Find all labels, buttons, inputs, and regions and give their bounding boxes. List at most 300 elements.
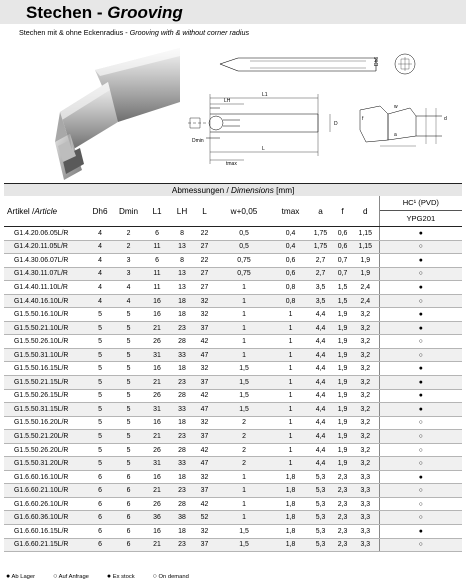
- page-subtitle: [19, 28, 249, 37]
- dimension-cell: 1: [215, 484, 273, 498]
- availability-icon: ○: [379, 484, 462, 498]
- dim-label-lh: LH: [224, 98, 231, 104]
- dimension-cell: 2: [215, 457, 273, 471]
- dimension-cell: 6: [144, 254, 170, 268]
- dimension-cell: 1: [215, 511, 273, 525]
- dimension-cell: 4: [87, 294, 113, 308]
- dimension-cell: 1: [273, 308, 308, 322]
- availability-icon: ○: [379, 457, 462, 471]
- dimension-cell: 18: [170, 294, 194, 308]
- dimension-cell: 3,3: [352, 497, 379, 511]
- availability-icon: ●: [379, 227, 462, 241]
- dimension-cell: 1,75: [308, 240, 333, 254]
- dimension-cell: 2,4: [352, 281, 379, 295]
- dimension-cell: 2,3: [333, 497, 352, 511]
- dimension-cell: 5: [87, 362, 113, 376]
- dimension-cell: 1: [215, 321, 273, 335]
- dimension-cell: 3,5: [308, 294, 333, 308]
- dimension-cell: 5,3: [308, 525, 333, 539]
- column-header: L: [194, 196, 215, 227]
- dimension-cell: 4: [87, 254, 113, 268]
- dimension-cell: 4,4: [308, 430, 333, 444]
- dimension-cell: 18: [170, 362, 194, 376]
- dimension-cell: 4,4: [308, 376, 333, 390]
- dimension-cell: 5: [113, 376, 144, 390]
- dimension-cell: 1,9: [352, 254, 379, 268]
- dimension-cell: 11: [144, 281, 170, 295]
- legend: [0, 568, 466, 585]
- dimension-cell: 16: [144, 525, 170, 539]
- dimension-cell: 1: [215, 348, 273, 362]
- table-row: [4, 348, 462, 362]
- dimension-cell: 52: [194, 511, 215, 525]
- dimension-cell: 1,8: [273, 525, 308, 539]
- dimension-cell: 42: [194, 497, 215, 511]
- dimension-cell: 0,7: [333, 254, 352, 268]
- table-column-headers: [4, 196, 462, 227]
- dimension-cell: 6: [113, 538, 144, 552]
- availability-icon: ○: [379, 443, 462, 457]
- article-number-cell: G1.5.50.31.15L/R: [4, 403, 87, 417]
- dimension-cell: 3,2: [352, 335, 379, 349]
- technical-drawing: [180, 42, 466, 182]
- dimension-cell: 0,6: [333, 240, 352, 254]
- dimension-cell: 28: [170, 335, 194, 349]
- dim-label-f: f: [362, 116, 364, 122]
- dimension-cell: 1,9: [333, 403, 352, 417]
- dimension-cell: 4: [87, 240, 113, 254]
- availability-icon: ○: [379, 497, 462, 511]
- dimension-cell: 18: [170, 525, 194, 539]
- dimension-cell: 4: [113, 294, 144, 308]
- legend-label: Ex stock: [112, 574, 135, 580]
- dimension-cell: 13: [170, 267, 194, 281]
- dimension-cell: 5: [113, 416, 144, 430]
- dimension-cell: 5: [113, 430, 144, 444]
- dimension-cell: 5: [113, 335, 144, 349]
- availability-icon: ○: [379, 294, 462, 308]
- dimension-cell: 1,5: [333, 281, 352, 295]
- dimension-cell: 1,9: [333, 335, 352, 349]
- dimension-cell: 13: [170, 281, 194, 295]
- table-row: [4, 294, 462, 308]
- dimension-cell: 0,75: [215, 254, 273, 268]
- column-header: Dh6: [87, 196, 113, 227]
- dimension-cell: 8: [170, 227, 194, 241]
- dimension-cell: 1,5: [215, 389, 273, 403]
- dimension-cell: 1,5: [215, 538, 273, 552]
- article-number-cell: G1.4.40.11.10L/R: [4, 281, 87, 295]
- column-header-article: [4, 196, 87, 227]
- column-header: a: [308, 196, 333, 227]
- dimension-cell: 2: [113, 240, 144, 254]
- availability-icon: ●: [379, 321, 462, 335]
- dimension-cell: 42: [194, 443, 215, 457]
- dimension-cell: 1,9: [352, 267, 379, 281]
- dimension-cell: 1: [215, 470, 273, 484]
- table-row: [4, 281, 462, 295]
- dimension-cell: 1,8: [273, 470, 308, 484]
- article-number-cell: G1.6.60.16.15L/R: [4, 525, 87, 539]
- table-row: [4, 430, 462, 444]
- table-row: [4, 389, 462, 403]
- article-number-cell: G1.6.60.16.10L/R: [4, 470, 87, 484]
- dimension-cell: 1,9: [333, 430, 352, 444]
- dimension-cell: 2,3: [333, 538, 352, 552]
- dimension-cell: 3,2: [352, 403, 379, 417]
- dimension-cell: 3,2: [352, 376, 379, 390]
- dimension-cell: 28: [170, 497, 194, 511]
- dimension-cell: 47: [194, 457, 215, 471]
- tool-end-view: [395, 54, 415, 74]
- dimension-cell: 4,4: [308, 308, 333, 322]
- dimension-cell: 23: [170, 430, 194, 444]
- dim-label-l: L: [262, 146, 265, 152]
- filled-dot-icon: ●: [106, 573, 112, 580]
- dimension-cell: 1,5: [333, 294, 352, 308]
- table-row: [4, 321, 462, 335]
- legend-item-stock-de: [6, 573, 35, 580]
- dimension-cell: 3,3: [352, 538, 379, 552]
- dimension-cell: 18: [170, 416, 194, 430]
- dimension-cell: 4,4: [308, 389, 333, 403]
- dimension-cell: 27: [194, 281, 215, 295]
- dimension-cell: 1: [215, 281, 273, 295]
- dimension-cell: 1: [215, 497, 273, 511]
- dimension-cell: 4,4: [308, 443, 333, 457]
- availability-icon: ○: [379, 416, 462, 430]
- dimension-cell: 11: [144, 240, 170, 254]
- dimension-cell: 23: [170, 484, 194, 498]
- dimension-cell: 26: [144, 389, 170, 403]
- dimension-cell: 1,9: [333, 321, 352, 335]
- dimensions-table: [4, 183, 462, 552]
- availability-icon: ○: [379, 267, 462, 281]
- availability-icon: ○: [379, 430, 462, 444]
- group-header-english: Dimensions: [231, 185, 274, 195]
- dimension-cell: 4,4: [308, 416, 333, 430]
- hollow-dot-icon: ○: [53, 573, 58, 580]
- column-header-article-english: Article: [34, 206, 58, 216]
- article-number-cell: G1.5.50.16.20L/R: [4, 416, 87, 430]
- dimension-cell: 2: [215, 416, 273, 430]
- dimension-cell: 2,3: [333, 525, 352, 539]
- dimension-cell: 5: [87, 335, 113, 349]
- table-row: [4, 538, 462, 552]
- dimension-cell: 4: [87, 267, 113, 281]
- availability-icon: ●: [379, 254, 462, 268]
- article-number-cell: G1.4.30.06.07L/R: [4, 254, 87, 268]
- dimension-cell: 3,3: [352, 511, 379, 525]
- dimension-cell: 23: [170, 321, 194, 335]
- dimension-cell: 1: [273, 403, 308, 417]
- dim-label-dh6: Dh6: [374, 56, 380, 66]
- dimension-cell: 5: [87, 321, 113, 335]
- dimension-cell: 22: [194, 227, 215, 241]
- tool-side-view: [220, 58, 376, 71]
- dim-label-d: D: [334, 121, 338, 127]
- dimension-cell: 1,8: [273, 497, 308, 511]
- table-row: [4, 240, 462, 254]
- dimension-cell: 13: [170, 240, 194, 254]
- dimension-cell: 6: [87, 538, 113, 552]
- dimension-cell: 4,4: [308, 321, 333, 335]
- dimension-cell: 6: [113, 525, 144, 539]
- dimension-cell: 23: [170, 538, 194, 552]
- dimension-cell: 36: [144, 511, 170, 525]
- dimension-cell: 26: [144, 497, 170, 511]
- dimension-cell: 33: [170, 348, 194, 362]
- dimension-cell: 5,3: [308, 484, 333, 498]
- article-number-cell: G1.5.50.31.10L/R: [4, 348, 87, 362]
- dimension-cell: 5,3: [308, 470, 333, 484]
- dimension-cell: 5,3: [308, 497, 333, 511]
- subtitle-german: Stechen mit & ohne Eckenradius: [19, 28, 124, 37]
- dimension-cell: 1: [273, 348, 308, 362]
- dimension-cell: 31: [144, 348, 170, 362]
- legend-label: Auf Anfrage: [58, 574, 89, 580]
- dimension-cell: 2,3: [333, 511, 352, 525]
- group-header-separator: /: [224, 185, 232, 195]
- dimension-cell: 0,6: [273, 267, 308, 281]
- dimension-cell: 0,5: [215, 240, 273, 254]
- title-german: Stechen: [26, 3, 93, 22]
- dimension-cell: 2,4: [352, 294, 379, 308]
- dimension-cell: 21: [144, 484, 170, 498]
- dimension-cell: 1,9: [333, 416, 352, 430]
- dimension-cell: 3,5: [308, 281, 333, 295]
- availability-icon: ○: [379, 240, 462, 254]
- dimension-cell: 27: [194, 240, 215, 254]
- dimension-cell: 18: [170, 470, 194, 484]
- dimension-cell: 2,3: [333, 484, 352, 498]
- dimension-cell: 5: [87, 443, 113, 457]
- article-number-cell: G1.5.50.16.10L/R: [4, 308, 87, 322]
- column-header-article-separator: /: [29, 206, 35, 216]
- dimension-cell: 2: [215, 443, 273, 457]
- dimension-cell: 21: [144, 376, 170, 390]
- dimension-cell: 5: [87, 416, 113, 430]
- dimension-cell: 16: [144, 294, 170, 308]
- dimension-cell: 0,4: [273, 227, 308, 241]
- dimension-cell: 1: [273, 443, 308, 457]
- dimension-cell: 32: [194, 362, 215, 376]
- table-row: [4, 525, 462, 539]
- subtitle-separator: -: [123, 28, 130, 37]
- dimension-cell: 0,75: [215, 267, 273, 281]
- dimension-cell: 32: [194, 525, 215, 539]
- table-row: [4, 308, 462, 322]
- table-row: [4, 470, 462, 484]
- dim-label-d-small: d: [444, 116, 447, 122]
- table-body: [4, 227, 462, 552]
- dimension-cell: 1,9: [333, 457, 352, 471]
- dimension-cell: 11: [144, 267, 170, 281]
- dimension-cell: 1,15: [352, 227, 379, 241]
- availability-icon: ●: [379, 389, 462, 403]
- dimension-cell: 1: [273, 362, 308, 376]
- availability-icon: ○: [379, 538, 462, 552]
- tool-top-view: [188, 108, 318, 138]
- article-number-cell: G1.5.50.31.20L/R: [4, 457, 87, 471]
- availability-icon: ○: [379, 335, 462, 349]
- dimension-cell: 0,8: [273, 294, 308, 308]
- dimension-cell: 5: [87, 430, 113, 444]
- table-group-header: [4, 184, 462, 197]
- legend-item-demand-de: [53, 573, 89, 580]
- table-row: [4, 335, 462, 349]
- dimension-cell: 3,2: [352, 362, 379, 376]
- article-number-cell: G1.5.50.21.10L/R: [4, 321, 87, 335]
- dimension-cell: 3,3: [352, 470, 379, 484]
- dimension-cell: 6: [113, 470, 144, 484]
- table-row: [4, 227, 462, 241]
- dimension-cell: 1,5: [215, 362, 273, 376]
- dim-label-w: w: [394, 104, 398, 110]
- dimension-cell: 6: [87, 470, 113, 484]
- dimension-cell: 5: [113, 403, 144, 417]
- dimension-cell: 4,4: [308, 362, 333, 376]
- dimension-cell: 16: [144, 308, 170, 322]
- page-title: [26, 3, 183, 23]
- dimension-cell: 4: [87, 281, 113, 295]
- dimension-cell: 5: [87, 376, 113, 390]
- dimension-cell: 3,2: [352, 457, 379, 471]
- article-number-cell: G1.6.60.21.15L/R: [4, 538, 87, 552]
- dimension-cell: 3,2: [352, 348, 379, 362]
- dimension-cell: 6: [113, 484, 144, 498]
- coating-label: HC¹ (PVD): [380, 196, 463, 211]
- dimension-cell: 3,2: [352, 308, 379, 322]
- dimension-cell: 5: [87, 403, 113, 417]
- column-header: d: [352, 196, 379, 227]
- table-row: [4, 403, 462, 417]
- availability-icon: ●: [379, 308, 462, 322]
- dimension-cell: 37: [194, 484, 215, 498]
- dimension-cell: 5: [87, 389, 113, 403]
- dimension-cell: 32: [194, 470, 215, 484]
- dimension-cell: 8: [170, 254, 194, 268]
- group-header-german: Abmessungen: [171, 185, 225, 195]
- dimension-cell: 2,3: [333, 470, 352, 484]
- dimension-cell: 3,3: [352, 525, 379, 539]
- article-number-cell: G1.6.60.26.10L/R: [4, 497, 87, 511]
- dimension-cell: 3,2: [352, 389, 379, 403]
- dimension-cell: 1: [273, 321, 308, 335]
- dimension-cell: 37: [194, 321, 215, 335]
- dimension-cell: 6: [87, 497, 113, 511]
- dimension-cell: 1,9: [333, 362, 352, 376]
- hollow-dot-icon: ○: [152, 573, 157, 580]
- legend-label: Ab Lager: [11, 574, 36, 580]
- table-row: [4, 376, 462, 390]
- legend-item-demand-en: [153, 573, 189, 580]
- table-row: [4, 457, 462, 471]
- dimension-cell: 5: [113, 457, 144, 471]
- dimension-cell: 42: [194, 335, 215, 349]
- dimension-cell: 1,9: [333, 348, 352, 362]
- column-header: LH: [170, 196, 194, 227]
- dimension-cell: 31: [144, 403, 170, 417]
- article-number-cell: G1.5.50.26.10L/R: [4, 335, 87, 349]
- tip-detail-view: [360, 106, 442, 146]
- dimension-cell: 6: [87, 484, 113, 498]
- dimension-cell: 3: [113, 267, 144, 281]
- dimension-cell: 3: [113, 254, 144, 268]
- dimension-cell: 6: [87, 525, 113, 539]
- dimension-cell: 1,75: [308, 227, 333, 241]
- dimension-cell: 28: [170, 389, 194, 403]
- dimension-cell: 4: [87, 227, 113, 241]
- dimension-cell: 0,4: [273, 240, 308, 254]
- dimension-cell: 42: [194, 389, 215, 403]
- dimension-cell: 1,5: [215, 376, 273, 390]
- article-number-cell: G1.4.20.11.05L/R: [4, 240, 87, 254]
- dimension-cell: 1: [215, 308, 273, 322]
- dimension-cell: 0,6: [273, 254, 308, 268]
- dimension-cell: 5: [113, 348, 144, 362]
- article-number-cell: G1.6.60.36.10L/R: [4, 511, 87, 525]
- availability-icon: ●: [379, 403, 462, 417]
- availability-icon: ●: [379, 362, 462, 376]
- dimension-cell: 37: [194, 538, 215, 552]
- dimension-cell: 1,8: [273, 538, 308, 552]
- legend-item-stock-en: [107, 573, 135, 580]
- dimension-cell: 3,2: [352, 430, 379, 444]
- dimension-cell: 26: [144, 335, 170, 349]
- dimension-cell: 1,8: [273, 484, 308, 498]
- dimension-cell: 4,4: [308, 348, 333, 362]
- dimension-cell: 3,2: [352, 443, 379, 457]
- dimension-cell: 2,7: [308, 267, 333, 281]
- availability-icon: ●: [379, 525, 462, 539]
- dimension-cell: 32: [194, 294, 215, 308]
- dimension-cell: 0,6: [333, 227, 352, 241]
- table-row: [4, 497, 462, 511]
- dimension-cell: 2: [215, 430, 273, 444]
- dimension-cell: 1: [273, 457, 308, 471]
- table-row: [4, 267, 462, 281]
- dimension-cell: 4,4: [308, 403, 333, 417]
- dimension-cell: 27: [194, 267, 215, 281]
- dimension-cell: 0,8: [273, 281, 308, 295]
- filled-dot-icon: ●: [6, 573, 11, 580]
- dimension-cell: 6: [144, 227, 170, 241]
- availability-icon: ●: [379, 376, 462, 390]
- group-header-unit: [mm]: [273, 185, 295, 195]
- title-english: Grooving: [107, 3, 183, 22]
- dimension-cell: 32: [194, 416, 215, 430]
- dimension-cell: 23: [170, 376, 194, 390]
- dimension-cell: 5: [87, 348, 113, 362]
- dimension-cell: 1,5: [215, 525, 273, 539]
- dimension-cell: 1: [215, 294, 273, 308]
- column-header: Dmin: [113, 196, 144, 227]
- dimension-cell: 0,7: [333, 267, 352, 281]
- dimension-cell: 5,3: [308, 511, 333, 525]
- dimension-cell: 47: [194, 403, 215, 417]
- dim-label-a: a: [394, 132, 397, 138]
- dimension-cell: 4,4: [308, 457, 333, 471]
- dimension-cell: 28: [170, 443, 194, 457]
- article-number-cell: G1.5.50.21.20L/R: [4, 430, 87, 444]
- coating-grade: YPG201: [406, 214, 436, 223]
- dimension-cell: 3,3: [352, 484, 379, 498]
- dimension-cell: 1,8: [273, 511, 308, 525]
- product-photo: [0, 42, 180, 182]
- dimension-cell: 37: [194, 430, 215, 444]
- availability-icon: ○: [379, 348, 462, 362]
